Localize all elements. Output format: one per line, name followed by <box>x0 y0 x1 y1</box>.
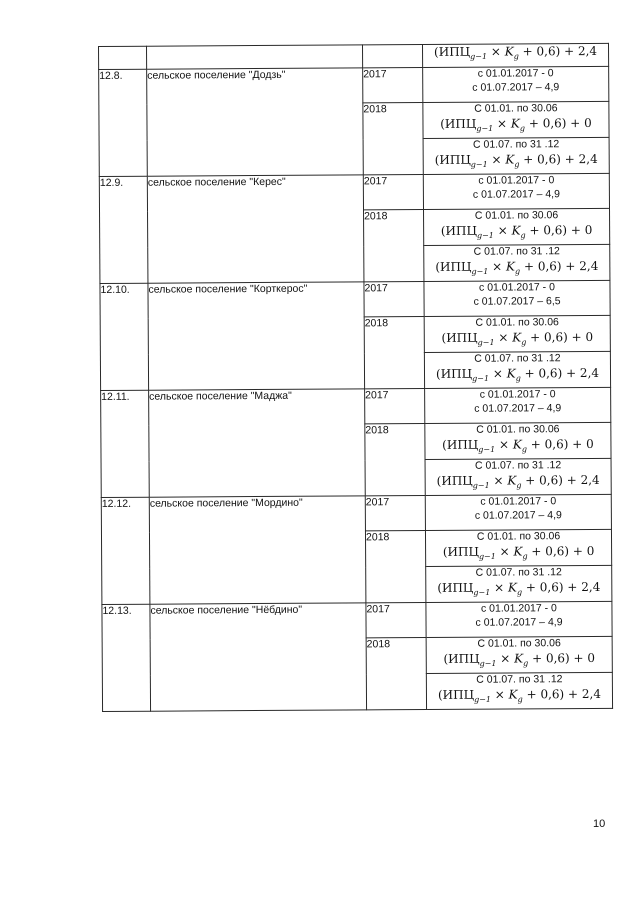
settlement-name: сельское поселение "Мордино" <box>149 496 366 604</box>
value-2018-h1 <box>425 422 611 459</box>
value-2017 <box>423 66 609 102</box>
year-2018: 2018 <box>363 103 423 175</box>
settlement-row-2017 <box>102 601 612 639</box>
row-number: 12.10. <box>100 283 149 390</box>
year-2017: 2017 <box>363 175 423 210</box>
year-2018: 2018 <box>366 638 426 710</box>
period-label-h2: С 01.07. по 31 .12 <box>473 245 560 258</box>
value-2018-h2 <box>425 458 611 495</box>
settlement-name: сельское поселение "Додзь" <box>147 68 364 176</box>
year-2017: 2017 <box>363 68 423 103</box>
period-label-h1: С 01.01. по 30.06 <box>474 209 559 222</box>
value-2018-h1 <box>423 101 609 138</box>
value-2017-from-jan: с 01.01.2017 - 0 <box>479 388 556 401</box>
value-2017-from-jul: с 01.07.2017 – 4,9 <box>475 615 563 629</box>
period-label-h1: С 01.01. по 30.06 <box>476 530 561 543</box>
formula-plus-0: $(ИПЦ_{g-1} \times K_g + 0,6) + 0$ <box>440 115 592 133</box>
value-2017-from-jul: с 01.07.2017 – 4,9 <box>474 401 562 415</box>
row-number: 12.11. <box>101 390 150 497</box>
formula-plus-2-4: $(ИПЦ_{g-1} \times K_g + 0,6) + 2,4$ <box>436 472 600 490</box>
period-label-h2: С 01.07. по 31 .12 <box>475 566 562 579</box>
formula-plus-2-4: $(ИПЦ_{g-1} \times K_g + 0,6) + 2,4$ <box>435 258 599 276</box>
row-number: 12.9. <box>99 176 148 283</box>
value-2017-from-jan: с 01.01.2017 - 0 <box>477 67 554 80</box>
formula-plus-2-4: $(ИПЦ_{g-1} \times K_g + 0,6) + 2,4$ <box>433 43 598 62</box>
value-2017-from-jul: с 01.07.2017 – 4,9 <box>474 508 562 522</box>
value-2018-h2 <box>426 565 612 602</box>
formula-plus-2-4: $(ИПЦ_{g-1} \times K_g + 0,6) + 2,4$ <box>435 365 600 383</box>
cell-empty <box>362 45 422 68</box>
cell-empty <box>99 46 147 69</box>
period-label-h1: С 01.01. по 30.06 <box>477 637 561 650</box>
value-2017 <box>425 494 611 530</box>
formula-plus-0: $(ИПЦ_{g-1} \times K_g + 0,6) + 0$ <box>442 436 594 454</box>
settlement-name: сельское поселение "Корткерос" <box>148 282 365 390</box>
period-label-h2: С 01.07. по 31 .12 <box>472 138 560 151</box>
tariff-table <box>98 43 613 712</box>
value-2018-h1 <box>424 315 610 352</box>
value-2017 <box>425 387 611 423</box>
formula-plus-2-4: $(ИПЦ_{g-1} \times K_g + 0,6) + 2,4$ <box>434 151 598 169</box>
settlement-name: сельское поселение "Керес" <box>147 175 364 283</box>
value-2017-from-jan: с 01.01.2017 - 0 <box>480 602 557 615</box>
year-2017: 2017 <box>365 389 425 424</box>
row-number: 12.12. <box>101 497 150 604</box>
cell-empty <box>147 45 363 69</box>
formula-plus-2-4: $(ИПЦ_{g-1} \times K_g + 0,6) + 2,4$ <box>437 686 602 704</box>
value-2018-h2 <box>423 137 609 174</box>
settlement-row-2017 <box>99 173 609 211</box>
settlement-name: сельское поселение "Нёбдино" <box>150 603 367 711</box>
formula-plus-0: $(ИПЦ_{g-1} \times K_g + 0,6) + 0$ <box>440 222 593 240</box>
settlement-row-2017 <box>101 494 611 532</box>
year-2017: 2017 <box>364 282 424 317</box>
page-number: 10 <box>593 818 606 830</box>
year-2018: 2018 <box>364 317 424 389</box>
year-2018: 2018 <box>364 210 424 282</box>
period-label-h2: С 01.07. по 31 .12 <box>476 673 563 686</box>
row-number: 12.8. <box>99 69 148 176</box>
settlement-row-2017 <box>99 66 609 104</box>
value-2017 <box>424 280 610 316</box>
settlement-name: сельское поселение "Маджа" <box>149 389 366 497</box>
value-2017-from-jan: с 01.01.2017 - 0 <box>478 174 555 187</box>
continuation-row <box>99 43 609 69</box>
settlement-row-2017 <box>101 387 611 425</box>
year-2017: 2017 <box>365 496 425 531</box>
formula-plus-0: $(ИПЦ_{g-1} \times K_g + 0,6) + 0$ <box>442 543 595 561</box>
formula-plus-0: $(ИПЦ_{g-1} \times K_g + 0,6) + 0$ <box>441 329 594 347</box>
value-2017-from-jul: с 01.07.2017 – 4,9 <box>472 187 560 201</box>
period-label-h1: С 01.01. по 30.06 <box>476 423 560 436</box>
value-2017-from-jul: с 01.07.2017 – 6,5 <box>473 294 561 308</box>
value-2017-from-jan: с 01.01.2017 - 0 <box>478 281 555 294</box>
period-label-h1: С 01.01. по 30.06 <box>474 102 558 115</box>
value-2018-h1 <box>426 636 612 673</box>
period-label-h2: С 01.07. по 31 .12 <box>474 459 562 472</box>
year-2018: 2018 <box>365 531 425 603</box>
period-label-h1: С 01.01. по 30.06 <box>475 316 559 329</box>
value-2017 <box>423 173 609 209</box>
value-2018-h2 <box>424 244 610 281</box>
settlement-row-2017 <box>100 280 610 318</box>
formula-plus-2-4: $(ИПЦ_{g-1} \times K_g + 0,6) + 2,4$ <box>437 579 601 597</box>
formula-plus-0: $(ИПЦ_{g-1} \times K_g + 0,6) + 0$ <box>443 650 596 668</box>
value-2017-from-jul: с 01.07.2017 – 4,9 <box>472 80 560 94</box>
value-2017 <box>426 601 612 637</box>
year-2017: 2017 <box>366 603 426 638</box>
value-2017-from-jan: с 01.01.2017 - 0 <box>480 495 557 508</box>
value-2018-h1 <box>424 208 610 245</box>
value-2018-h2 <box>426 672 612 709</box>
tariff-table-body <box>99 43 613 711</box>
period-label-h2: С 01.07. по 31 .12 <box>474 352 561 365</box>
row-number: 12.13. <box>102 604 151 711</box>
year-2018: 2018 <box>365 424 425 496</box>
value-2018-h2 <box>424 351 610 388</box>
value-2018-h1 <box>425 529 611 566</box>
formula-cell <box>422 43 608 67</box>
